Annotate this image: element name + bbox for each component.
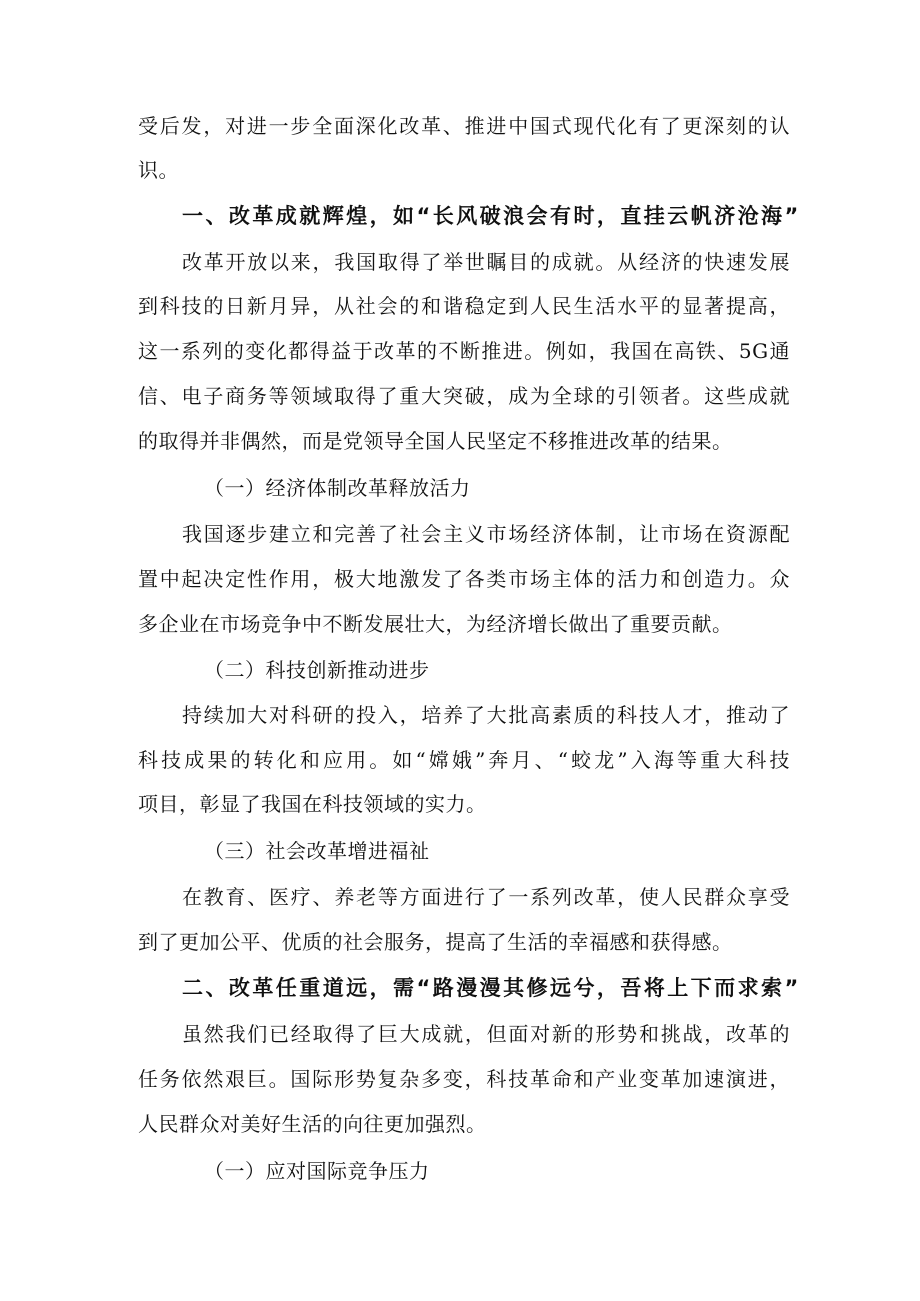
subsection-1-2-line-1: 持续加大对科研的投入，培养了大批高素质的科技人才，推动了 — [182, 703, 790, 727]
subsection-1-3-line-1: 在教育、医疗、养老等方面进行了一系列改革，使人民群众享受 — [182, 885, 790, 909]
subsection-1-3-heading: （三）社会改革增进福祉 — [204, 839, 430, 863]
subsection-1-2-line-2: 科技成果的转化和应用。如“嫦娥”奔月、“蛟龙”入海等重大科技 — [138, 748, 790, 772]
section-1-para-line-4: 信、电子商务等领域取得了重大突破，成为全球的引领者。这些成就 — [138, 384, 790, 408]
section-2-para-line-2: 任务依然艰巨。国际形势复杂多变，科技革命和产业变革加速演进， — [138, 1067, 790, 1091]
section-1-heading: 一、改革成就辉煌，如“长风破浪会有时，直挂云帆济沧海” — [182, 204, 798, 228]
subsection-1-1-line-2: 置中起决定性作用，极大地激发了各类市场主体的活力和创造力。众 — [138, 567, 790, 591]
section-1-para-line-3: 这一系列的变化都得益于改革的不断推进。例如，我国在高铁、5G通 — [138, 339, 790, 363]
subsection-1-2-line-3: 项目，彰显了我国在科技领域的实力。 — [138, 792, 487, 816]
section-1-para-line-1: 改革开放以来，我国取得了举世瞩目的成就。从经济的快速发展 — [182, 250, 790, 274]
section-1-para-line-5: 的取得并非偶然，而是党领导全国人民坚定不移推进改革的结果。 — [138, 429, 733, 453]
subsection-1-1-line-3: 多企业在市场竞争中不断发展壮大，为经济增长做出了重要贡献。 — [138, 612, 733, 636]
section-1-para-line-2: 到科技的日新月异，从社会的和谐稳定到人民生活水平的显著提高， — [138, 294, 790, 318]
section-2-heading: 二、改革任重道远，需“路漫漫其修远兮，吾将上下而求索” — [182, 976, 798, 1000]
intro-line-1: 受后发，对进一步全面深化改革、推进中国式现代化有了更深刻的认 — [138, 114, 790, 138]
section-2-para-line-3: 人民群众对美好生活的向往更加强烈。 — [138, 1112, 487, 1136]
section-2-para-line-1: 虽然我们已经取得了巨大成就，但面对新的形势和挑战，改革的 — [182, 1022, 790, 1046]
subsection-2-1-heading: （一）应对国际竞争压力 — [204, 1159, 430, 1183]
subsection-1-1-line-1: 我国逐步建立和完善了社会主义市场经济体制，让市场在资源配 — [182, 522, 790, 546]
intro-line-2: 识。 — [138, 158, 179, 182]
subsection-1-3-line-2: 到了更加公平、优质的社会服务，提高了生活的幸福感和获得感。 — [138, 930, 733, 954]
subsection-1-1-heading: （一）经济体制改革释放活力 — [204, 476, 471, 500]
subsection-1-2-heading: （二）科技创新推动进步 — [204, 658, 430, 682]
